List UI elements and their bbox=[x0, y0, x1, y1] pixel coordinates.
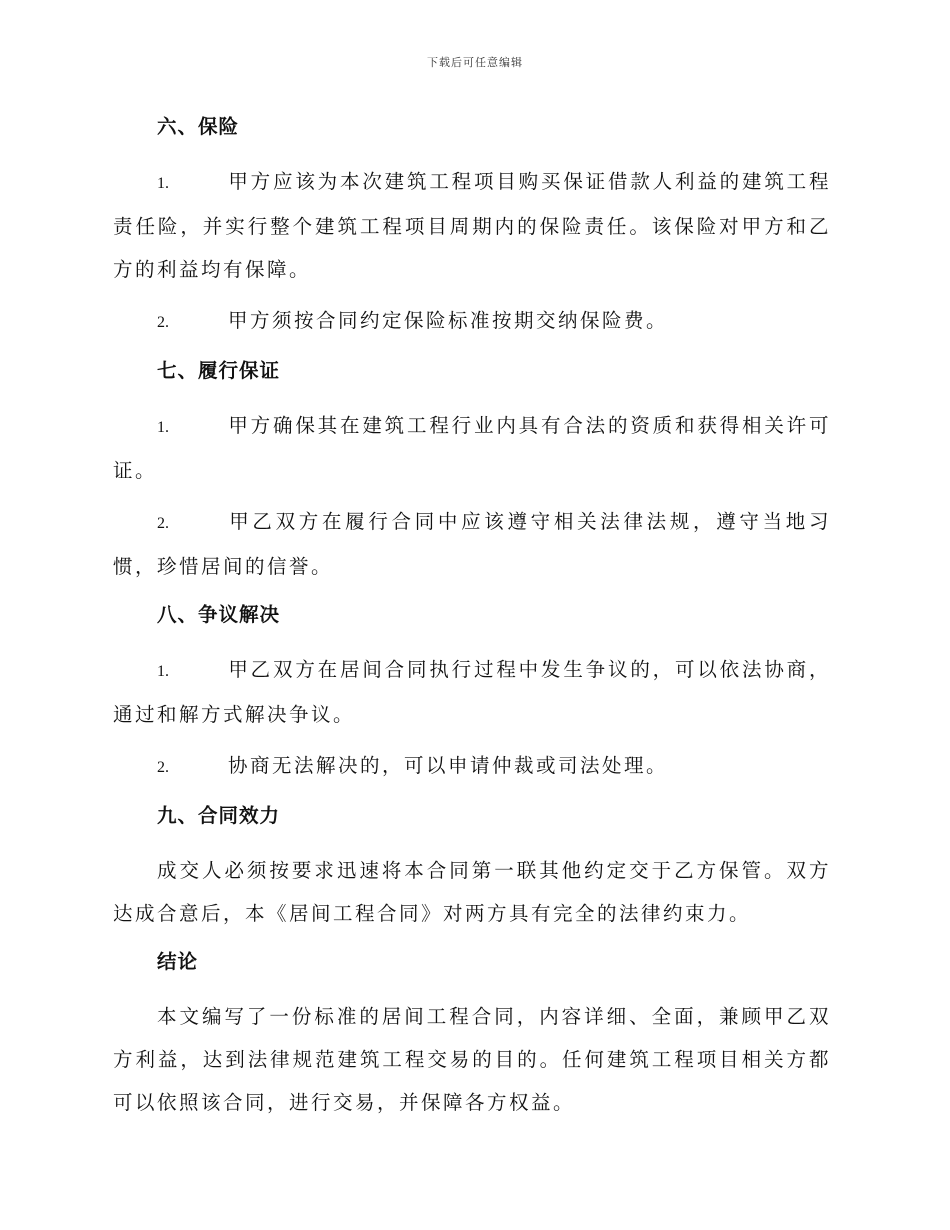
list-item bbox=[113, 404, 831, 492]
item-text: 协商无法解决的，可以申请仲裁或司法处理。 bbox=[228, 754, 669, 777]
section-paragraph: 成交人必须按要求迅速将本合同第一联其他约定交于乙方保管。双方达成合意后，本《居间工程合同》对两方具有完全的法律约束力。 bbox=[113, 859, 831, 925]
section-paragraph: 本文编写了一份标准的居间工程合同，内容详细、全面，兼顾甲乙双方利益，达到法律规范建筑工程交易的目的。任何建筑工程项目相关方都可以依照该合同，进行交易，并保障各方权益。 bbox=[113, 1005, 831, 1114]
item-number: 1. bbox=[157, 175, 169, 192]
section-heading-performance-guarantee: 七、履行保证 bbox=[157, 359, 281, 382]
document-body bbox=[113, 108, 831, 1132]
item-text: 甲乙双方在履行合同中应该遵守相关法律法规，遵守当地习惯，珍惜居间的信誉。 bbox=[113, 510, 831, 578]
page-header: 下载后可任意编辑 bbox=[427, 56, 523, 69]
item-text: 甲方应该为本次建筑工程项目购买保证借款人利益的建筑工程责任险，并实行整个建筑工程项目周期内的保险责任。该保险对甲方和乙方的利益均有保障。 bbox=[113, 170, 831, 281]
list-item bbox=[113, 160, 831, 291]
item-number: 2. bbox=[157, 759, 169, 776]
item-number: 1. bbox=[157, 663, 169, 680]
section-heading-contract-validity: 九、合同效力 bbox=[157, 804, 281, 827]
item-number: 1. bbox=[157, 419, 169, 436]
section-heading-insurance: 六、保险 bbox=[157, 115, 240, 138]
list-item bbox=[113, 500, 831, 588]
list-item bbox=[113, 744, 831, 789]
list-item bbox=[113, 299, 831, 344]
item-text: 甲方确保其在建筑工程行业内具有合法的资质和获得相关许可证。 bbox=[113, 414, 831, 482]
section-heading-dispute-resolution: 八、争议解决 bbox=[157, 603, 281, 626]
section-heading-conclusion: 结论 bbox=[157, 950, 199, 973]
item-text: 甲乙双方在居间合同执行过程中发生争议的，可以依法协商，通过和解方式解决争议。 bbox=[113, 658, 831, 726]
item-number: 2. bbox=[157, 314, 169, 331]
item-number: 2. bbox=[157, 515, 169, 532]
list-item bbox=[113, 648, 831, 736]
item-text: 甲方须按合同约定保险标准按期交纳保险费。 bbox=[228, 309, 669, 332]
